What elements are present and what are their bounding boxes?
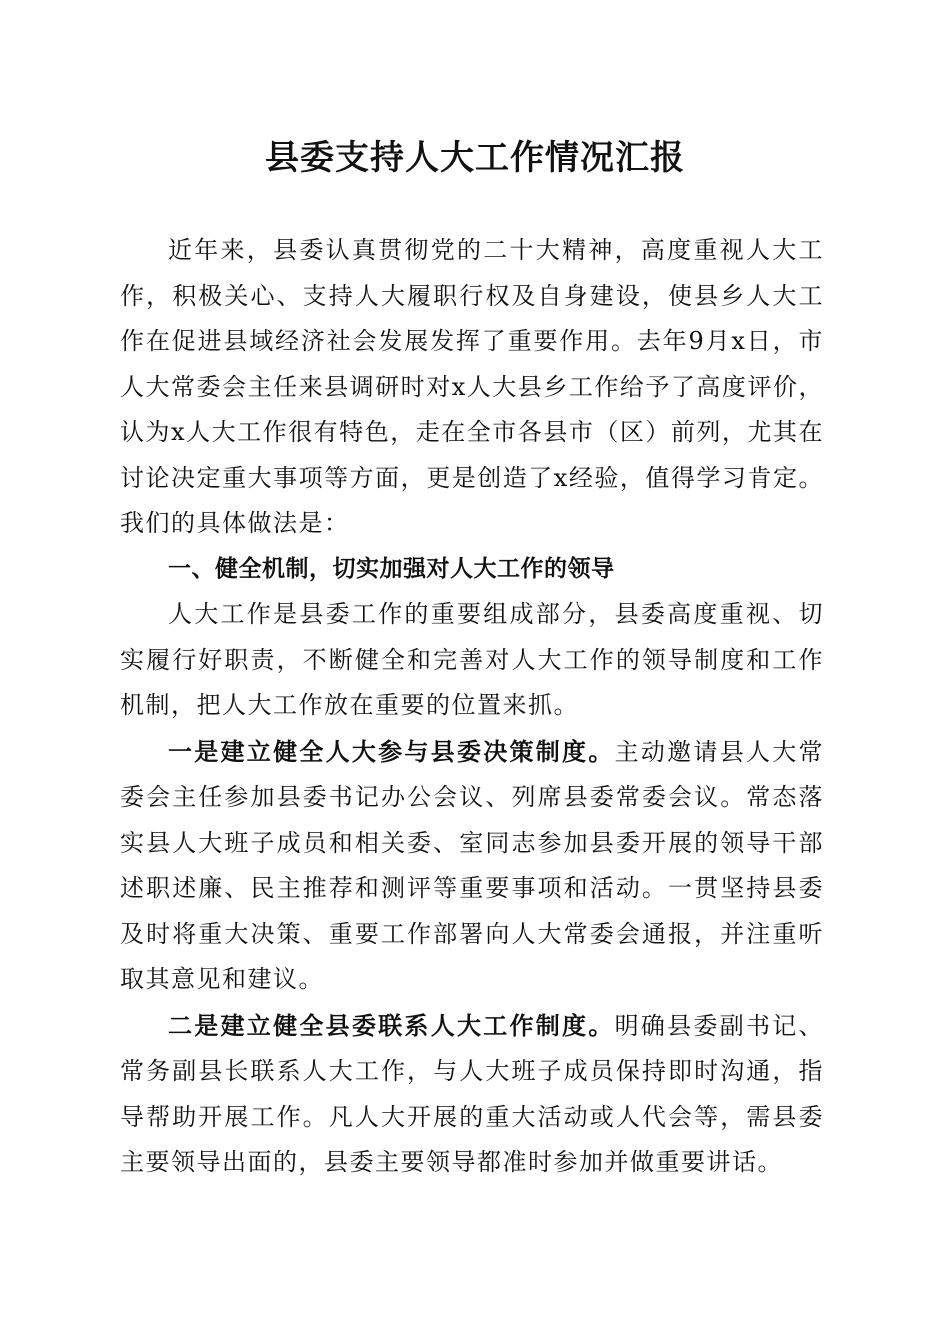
item-lead-1: 一是建立健全人大参与县委决策制度。 bbox=[168, 736, 615, 766]
section-heading: 一、健全机制，切实加强对人大工作的领导 bbox=[168, 555, 615, 582]
section-paragraph: 人大工作是县委工作的重要组成部分，县委高度重视、切实履行好职责，不断健全和完善对人大工作的领导制度和工作机制，把人大工作放在重要的位置来抓。 bbox=[120, 600, 824, 719]
item-text-2: 明确县委副书记、常务副县长联系人大工作，与人大班子成员保持即时沟通，指导帮助开展工作。凡人大开展的重大活动或人代会等，需县委主要领导出面的，县委主要领导都准时参加并做重要讲话。 bbox=[120, 1011, 825, 1176]
item-text-1: 主动邀请县人大常委会主任参加县委书记办公会议、列席县委常委会议。常态落实县人大班子成员和相关委、室同志参加县委开展的领导干部述职述廉、民主推荐和测评等重要事项和活动。一贯坚持县委及时将重大决策、重要工作部署向人大常委会通报，并注重听取其意见和建议。 bbox=[120, 737, 825, 993]
item-paragraph-2 bbox=[120, 1003, 824, 1186]
document-title: 县委支持人大工作情况汇报 bbox=[265, 138, 685, 178]
item-lead-2: 二是建立健全县委联系人大工作制度。 bbox=[168, 1010, 615, 1040]
intro-paragraph: 近年来，县委认真贯彻党的二十大精神，高度重视人大工作，积极关心、支持人大履职行权及自身建设，使县乡人大工作在促进县域经济社会发展发挥了重要作用。去年9月x日，市人大常委会主任来县调研时对x人大县乡工作给予了高度评价，认为x人大工作很有特色，走在全市各县市（区）前列，尤其在讨论决定重大事项等方面，更是创造了x经验，值得学习肯定。我们的具体做法是： bbox=[120, 236, 824, 537]
item-paragraph-1 bbox=[120, 729, 824, 1003]
document-body bbox=[120, 228, 824, 1186]
